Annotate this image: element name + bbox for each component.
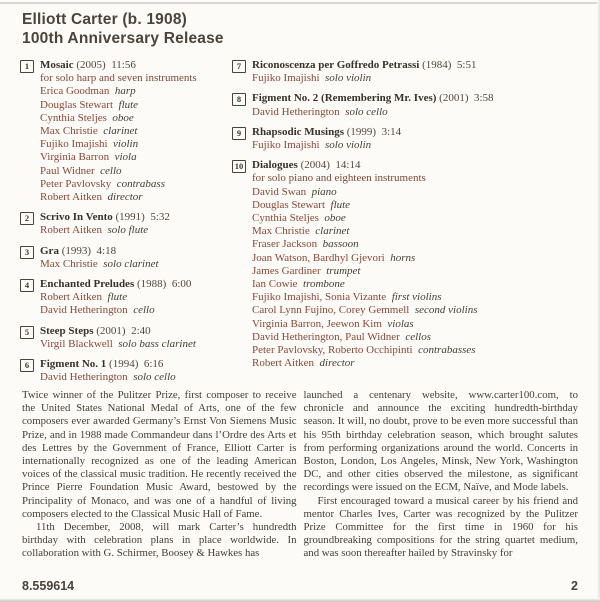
performer-name: David Swan bbox=[252, 185, 307, 198]
performer-line bbox=[252, 238, 592, 251]
scan-edge-bottom bbox=[0, 598, 600, 602]
performer-name: Fujiko Imajishi bbox=[252, 139, 320, 152]
track-list bbox=[20, 59, 592, 391]
performer-name: Max Christie bbox=[40, 125, 98, 138]
track-title: Scrivo In Vento bbox=[40, 211, 113, 224]
performer-instrument: flute bbox=[330, 198, 351, 211]
performer-instrument: solo clarinet bbox=[103, 257, 159, 270]
performer-line bbox=[252, 225, 592, 238]
track-title-line bbox=[252, 126, 592, 139]
performer-name: Max Christie bbox=[40, 257, 98, 270]
performer-name: Cynthia Steljes bbox=[40, 111, 107, 124]
album-header bbox=[22, 11, 224, 48]
performer-name: Douglas Stewart bbox=[40, 98, 114, 111]
performer-line bbox=[252, 344, 592, 357]
performer-name: James Gardiner bbox=[252, 264, 321, 277]
track-instrumentation-note: for solo harp and seven instruments bbox=[40, 72, 197, 85]
performer-instrument: trombone bbox=[303, 278, 345, 291]
track-year: (2004) bbox=[300, 159, 330, 172]
performer-line bbox=[252, 252, 592, 265]
performer-instrument: solo cello bbox=[345, 105, 388, 118]
performer-instrument: cello bbox=[100, 164, 122, 177]
track-title-line bbox=[40, 245, 232, 258]
track-entry bbox=[232, 92, 592, 118]
performer-line bbox=[252, 72, 592, 85]
performer-name: Fujiko Imajishi bbox=[252, 72, 320, 85]
performer-line bbox=[40, 224, 232, 237]
track-number-box: 10 bbox=[232, 160, 246, 173]
track-title-line bbox=[252, 92, 592, 105]
performer-line bbox=[252, 186, 592, 199]
track-entry bbox=[232, 159, 592, 370]
performer-instrument: second violins bbox=[414, 304, 478, 317]
track-details bbox=[40, 278, 232, 318]
track-year: (1988) bbox=[136, 278, 167, 291]
track-details bbox=[40, 59, 232, 204]
track-duration: 6:00 bbox=[166, 278, 192, 291]
liner-notes-left-column bbox=[22, 389, 297, 561]
track-entry bbox=[232, 59, 592, 85]
performer-name: Peter Pavlovsky, Roberto Occhipinti bbox=[252, 344, 413, 357]
track-number-box: 2 bbox=[20, 212, 34, 225]
performer-name: Robert Aitken bbox=[40, 224, 103, 237]
performer-line bbox=[252, 265, 592, 278]
performer-instrument: solo cello bbox=[133, 371, 176, 384]
track-title-line bbox=[40, 358, 232, 371]
performer-name: Robert Aitken bbox=[252, 357, 315, 370]
performer-line bbox=[252, 199, 592, 212]
performer-name: Fraser Jackson bbox=[252, 238, 318, 251]
performer-instrument: director bbox=[107, 191, 143, 204]
performer-line bbox=[40, 165, 232, 178]
performer-instrument: first violins bbox=[391, 291, 442, 304]
performer-name: Peter Pavlovsky bbox=[40, 177, 112, 190]
performer-instrument: horns bbox=[390, 251, 416, 264]
performer-name: Fujiko Imajishi bbox=[40, 138, 108, 151]
track-duration: 14:14 bbox=[329, 159, 361, 172]
performer-line bbox=[40, 125, 232, 138]
performer-line bbox=[40, 338, 232, 351]
performer-name: Joan Watson, Bardhyl Gjevori bbox=[252, 251, 385, 264]
track-details bbox=[252, 92, 592, 118]
track-number-box: 9 bbox=[232, 127, 246, 140]
performer-name: Robert Aitken bbox=[40, 191, 103, 204]
performer-instrument: oboe bbox=[112, 111, 134, 124]
track-details bbox=[40, 358, 232, 384]
performer-instrument: violas bbox=[387, 317, 414, 330]
performer-name: Virginia Barron, Jeewon Kim bbox=[252, 317, 382, 330]
performer-line bbox=[252, 291, 592, 304]
track-number-box: 7 bbox=[232, 60, 246, 73]
performer-instrument: piano bbox=[311, 185, 337, 198]
track-entry bbox=[20, 278, 232, 318]
track-entry bbox=[20, 59, 232, 204]
performer-line bbox=[40, 151, 232, 164]
performer-line bbox=[40, 112, 232, 125]
performer-instrument: clarinet bbox=[315, 225, 350, 238]
performer-instrument: solo violin bbox=[325, 72, 372, 85]
track-title: Enchanted Preludes bbox=[40, 278, 135, 291]
track-number-box: 3 bbox=[20, 246, 34, 259]
liner-notes-right-column bbox=[304, 389, 579, 561]
performer-name: Fujiko Imajishi, Sonia Vizante bbox=[252, 291, 387, 304]
performer-line bbox=[252, 331, 592, 344]
performer-instrument: cello bbox=[133, 304, 155, 317]
track-title: Steep Steps bbox=[40, 324, 94, 337]
track-year: (1999) bbox=[346, 125, 377, 138]
track-number-box: 4 bbox=[20, 279, 34, 292]
performer-instrument: cellos bbox=[405, 330, 431, 343]
performer-line bbox=[40, 85, 232, 98]
performer-name: David Hetherington bbox=[40, 371, 128, 384]
performer-name: David Hetherington bbox=[40, 304, 128, 317]
track-entry bbox=[20, 358, 232, 384]
track-title: Rhapsodic Musings bbox=[252, 125, 345, 138]
track-entry bbox=[20, 325, 232, 351]
track-details bbox=[252, 159, 592, 370]
page-number: 2 bbox=[571, 579, 578, 593]
liner-notes bbox=[22, 389, 578, 561]
track-duration: 6:16 bbox=[138, 358, 164, 371]
performer-line bbox=[252, 139, 592, 152]
catalog-number: 8.559614 bbox=[22, 579, 75, 593]
scan-edge-top bbox=[0, 2, 600, 4]
performer-line bbox=[40, 178, 232, 191]
performer-name: Virginia Barron bbox=[40, 151, 110, 164]
track-duration: 5:51 bbox=[451, 59, 477, 71]
track-duration: 5:32 bbox=[144, 211, 170, 224]
track-entry bbox=[20, 211, 232, 237]
track-year: (1984) bbox=[422, 59, 452, 71]
track-duration: 4:18 bbox=[91, 244, 117, 257]
track-title-line bbox=[252, 59, 592, 72]
track-list-right-column bbox=[232, 59, 592, 391]
performer-line bbox=[40, 371, 232, 384]
liner-notes-paragraph: launched a centenary website, www.carter100.com, to chronicle and announce the exciting hundredth-birthday season. It will, no doubt, prove to be even more successful than his 95th birthday celebration season, which brought salutes from performing organizations around the world. Concerts in Boston, London, Los Angeles, Minsk, New York, Washington DC, and other cities observed the milestone, as significant recordings were issued on the ECM, Naïve, and Mode labels. bbox=[303, 389, 578, 494]
performer-name: Erica Goodman bbox=[40, 85, 110, 98]
track-year: (2005) bbox=[76, 59, 106, 71]
track-year: (1994) bbox=[109, 358, 139, 371]
performer-instrument: director bbox=[319, 357, 355, 370]
track-entry bbox=[232, 126, 592, 152]
performer-line bbox=[252, 304, 592, 317]
track-year: (1993) bbox=[61, 244, 92, 257]
performer-name: Carol Lynn Fujino, Corey Gemmell bbox=[252, 304, 410, 317]
track-title: Figment No. 2 (Remembering Mr. Ives) bbox=[252, 92, 437, 105]
track-details bbox=[252, 126, 592, 152]
performer-instrument: clarinet bbox=[103, 125, 138, 138]
track-title-line bbox=[40, 325, 232, 338]
track-entry bbox=[20, 245, 232, 271]
track-details bbox=[252, 59, 592, 85]
track-instrumentation-note: for solo piano and eighteen instruments bbox=[252, 172, 426, 185]
track-duration: 3:58 bbox=[468, 92, 494, 105]
performer-name: Douglas Stewart bbox=[252, 198, 326, 211]
track-title: Mosaic bbox=[40, 59, 74, 71]
performer-name: Virgil Blackwell bbox=[40, 337, 113, 350]
track-year: (2001) bbox=[96, 324, 126, 337]
track-details bbox=[40, 245, 232, 271]
track-title-line bbox=[40, 59, 232, 72]
track-number-box: 1 bbox=[20, 60, 34, 73]
performer-instrument: flute bbox=[118, 98, 139, 111]
track-year: (2001) bbox=[439, 92, 469, 105]
track-list-left-column bbox=[20, 59, 232, 391]
performer-line bbox=[40, 291, 232, 304]
composer-title: Elliott Carter (b. 1908) bbox=[22, 11, 188, 28]
track-title-line bbox=[40, 278, 232, 291]
performer-name: David Hetherington, Paul Widner bbox=[252, 330, 400, 343]
page-footer bbox=[22, 579, 578, 593]
performer-name: David Hetherington bbox=[252, 105, 340, 118]
performer-instrument: contrabass bbox=[116, 177, 165, 190]
track-number-box: 8 bbox=[232, 93, 246, 106]
track-title: Figment No. 1 bbox=[40, 358, 107, 371]
performer-name: Max Christie bbox=[252, 225, 310, 238]
performer-instrument: solo violin bbox=[325, 139, 372, 152]
performer-line bbox=[252, 106, 592, 119]
performer-line bbox=[40, 138, 232, 151]
performer-instrument: solo bass clarinet bbox=[118, 337, 196, 350]
performer-instrument: violin bbox=[113, 138, 139, 151]
track-title-line bbox=[252, 159, 592, 172]
track-duration: 11:56 bbox=[105, 59, 136, 71]
track-duration: 3:14 bbox=[376, 125, 402, 138]
performer-line bbox=[40, 191, 232, 204]
performer-name: Cynthia Steljes bbox=[252, 212, 319, 225]
track-title-line bbox=[40, 211, 232, 224]
performer-line bbox=[252, 212, 592, 225]
track-title: Dialogues bbox=[252, 159, 298, 172]
performer-line bbox=[252, 278, 592, 291]
performer-line bbox=[252, 318, 592, 331]
performer-name: Robert Aitken bbox=[40, 291, 103, 304]
performer-line bbox=[252, 357, 592, 370]
performer-instrument: harp bbox=[114, 85, 136, 98]
release-subtitle: 100th Anniversary Release bbox=[22, 30, 224, 47]
track-duration: 2:40 bbox=[125, 324, 151, 337]
performer-name: Paul Widner bbox=[40, 164, 95, 177]
liner-notes-paragraph: 11th December, 2008, will mark Carter’s hundredth birthday with celebration plans in place worldwide. In collaboration with G. Schirmer, Boosey & Hawkes has bbox=[22, 521, 297, 560]
performer-instrument: trumpet bbox=[326, 264, 361, 277]
track-number-box: 6 bbox=[20, 359, 34, 372]
performer-instrument: oboe bbox=[324, 212, 346, 225]
liner-notes-paragraph: First encouraged toward a musical career by his friend and mentor Charles Ives, Carter was recognized by the Pulitzer Prize Committee for the first time in 1960 for his groundbreaking compositions for the string quartet medium, and was soon thereafter hailed by Stravinsky for bbox=[303, 494, 578, 560]
performer-instrument: bassoon bbox=[322, 238, 359, 251]
performer-line bbox=[40, 99, 232, 112]
performer-name: Ian Cowie bbox=[252, 278, 298, 291]
performer-line bbox=[40, 258, 232, 271]
track-year: (1991) bbox=[115, 211, 145, 224]
track-title: Gra bbox=[40, 244, 59, 257]
track-details bbox=[40, 325, 232, 351]
performer-instrument: solo flute bbox=[107, 224, 149, 237]
performer-instrument: viola bbox=[114, 151, 137, 164]
track-details bbox=[40, 211, 232, 237]
track-title: Riconoscenza per Goffredo Petrassi bbox=[252, 59, 420, 71]
performer-instrument: flute bbox=[107, 291, 128, 304]
performer-line bbox=[40, 304, 232, 317]
track-number-box: 5 bbox=[20, 326, 34, 339]
performer-instrument: contrabasses bbox=[418, 344, 476, 357]
liner-notes-paragraph: Twice winner of the Pulitzer Prize, first composer to receive the United States National Medal of Arts, one of the few composers ever awarded Germany’s Ernst Von Siemens Music Prize, and in 1988 made Commandeur dans l’Ordre des Arts et des Lettres by the Government of France, Elliott Carter is internationally recognized as one of the leading American voices of the classical music tradition. He recently received the Prince Pierre Foundation Music Award, bestowed by the Principality of Monaco, and was one of a handful of living composers elected to the Classical Music Hall of Fame. bbox=[22, 389, 297, 520]
